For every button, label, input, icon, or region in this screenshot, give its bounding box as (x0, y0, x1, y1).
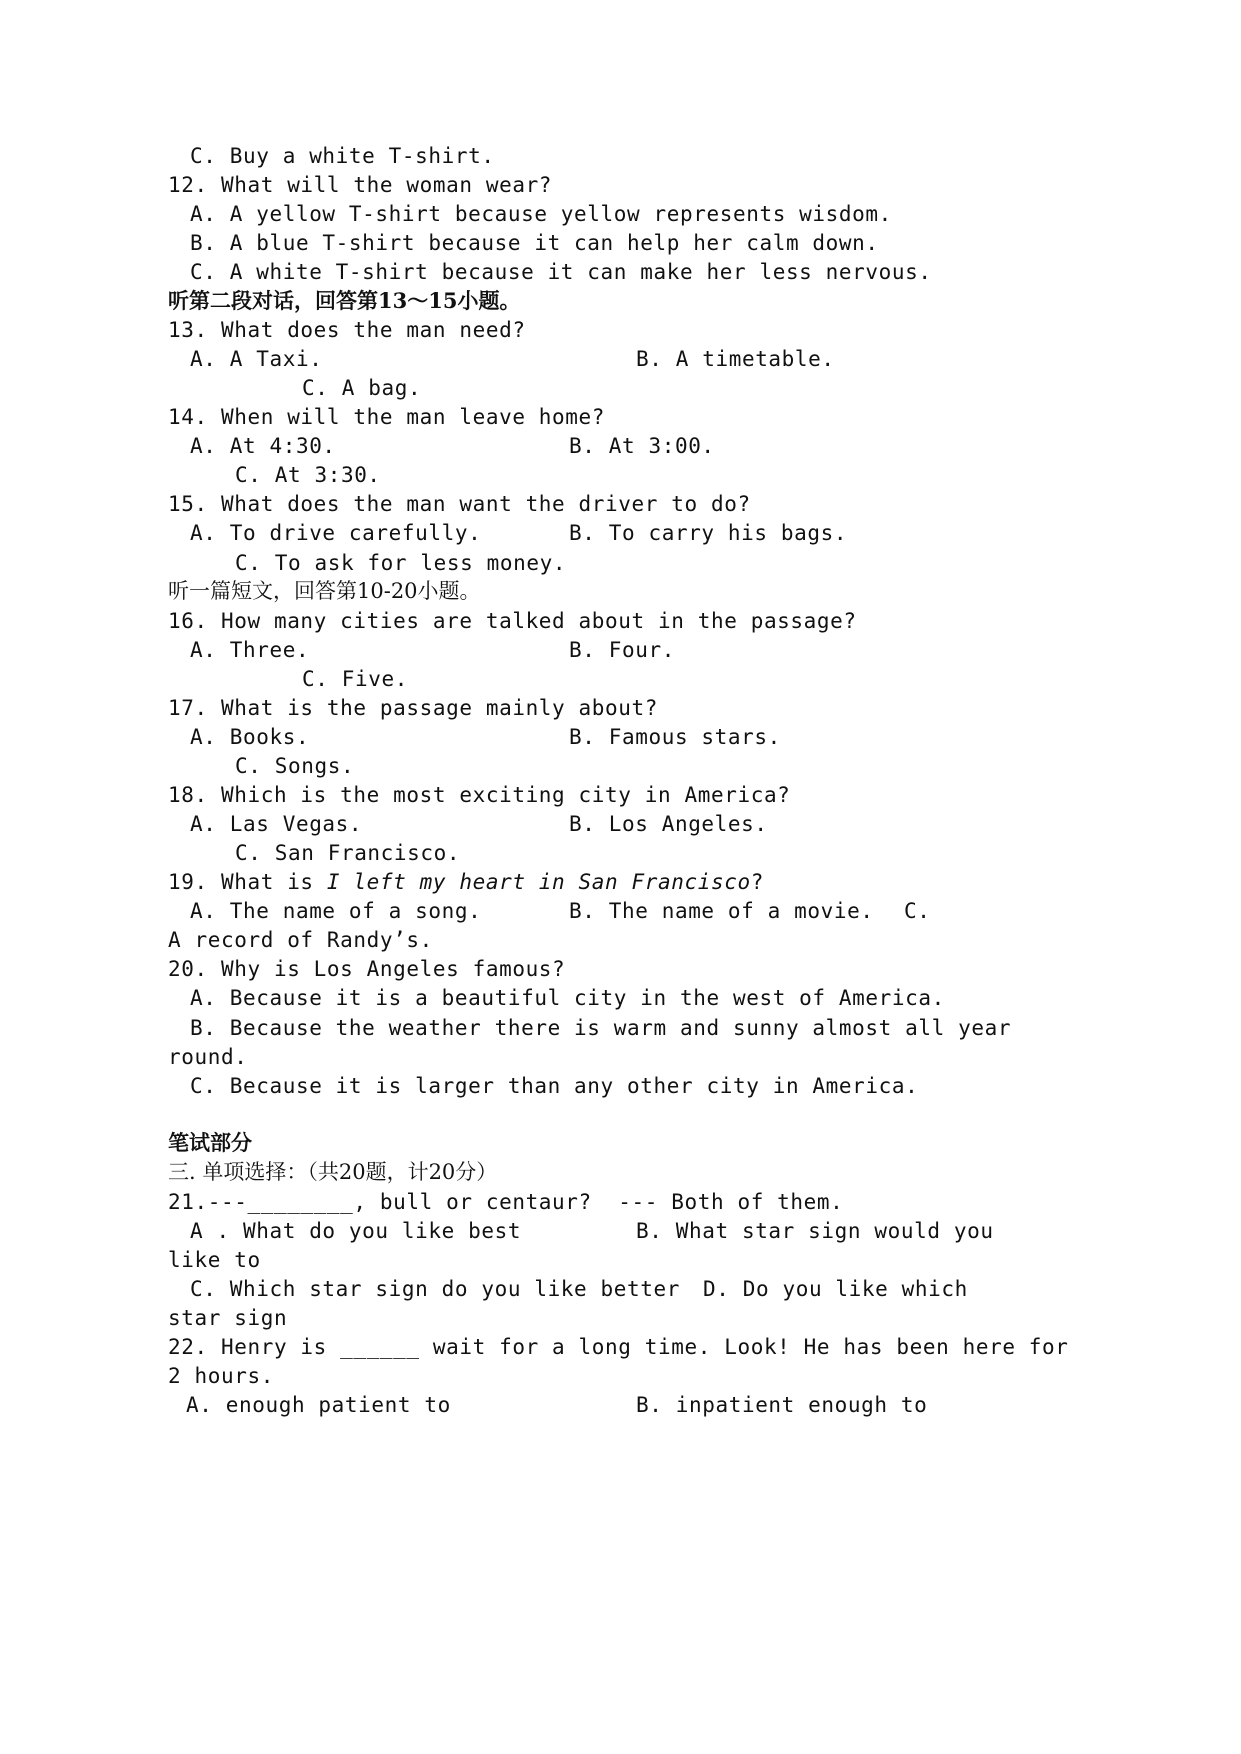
q19-option-b: B. The name of a movie. (569, 899, 874, 923)
q20-question: 20. Why is Los Angeles famous? (168, 957, 566, 981)
q21-option-d-line2: star sign (168, 1306, 288, 1330)
q21-question: 21.---________, bull or centaur? --- Both of them. (168, 1190, 844, 1214)
q16-option-a: A. Three. (190, 638, 310, 662)
q19-option-c-label: C. (904, 899, 931, 923)
q18-option-b: B. Los Angeles. (569, 812, 768, 836)
q16-question: 16. How many cities are talked about in the passage? (168, 609, 857, 633)
q14-option-b: B. At 3:00. (569, 434, 715, 458)
q19-question (168, 869, 764, 895)
q19-song-title: I left my heart in San Francisco (326, 870, 751, 894)
section-heading-dialog2: 听第二段对话，回答第13～15小题。 (168, 288, 521, 313)
q22-option-b: B. inpatient enough to (636, 1393, 928, 1417)
section-three-heading: 三. 单项选择：（共20题，计20分） (168, 1160, 498, 1184)
section-heading-passage: 听一篇短文，回答第10-20小题。 (168, 579, 481, 603)
q20-option-b-line2: round. (168, 1045, 248, 1069)
q12-option-b: B. A blue T-shirt because it can help her calm down. (190, 231, 879, 255)
written-part-title: 笔试部分 (168, 1130, 252, 1155)
q15-question: 15. What does the man want the driver to do? (168, 492, 751, 516)
q19-option-c-text: A record of Randy’s. (168, 928, 433, 952)
q18-question: 18. Which is the most exciting city in America? (168, 783, 791, 807)
q20-option-b-line1: B. Because the weather there is warm and sunny almost all year (190, 1016, 1012, 1040)
q14-question: 14. When will the man leave home? (168, 405, 606, 429)
q13-option-c: C. A bag. (302, 376, 422, 400)
q13-question: 13. What does the man need? (168, 318, 526, 342)
q21-option-c: C. Which star sign do you like better (190, 1277, 680, 1301)
q20-option-a: A. Because it is a beautiful city in the west of America. (190, 986, 945, 1010)
q13-option-b: B. A timetable. (636, 347, 835, 371)
q19-option-a: A. The name of a song. (190, 899, 482, 923)
q16-option-b: B. Four. (569, 638, 675, 662)
q17-question: 17. What is the passage mainly about? (168, 696, 658, 720)
q12-option-c: C. A white T-shirt because it can make her less nervous. (190, 260, 932, 284)
q18-option-c: C. San Francisco. (235, 841, 461, 865)
q14-option-a: A. At 4:30. (190, 434, 336, 458)
q21-option-b-line1: B. What star sign would you (636, 1219, 994, 1243)
q21-option-a: A . What do you like best (190, 1219, 522, 1243)
q15-option-b: B. To carry his bags. (569, 521, 848, 545)
q14-option-c: C. At 3:30. (235, 463, 381, 487)
q18-option-a: A. Las Vegas. (190, 812, 363, 836)
q22-question-line2: 2 hours. (168, 1364, 274, 1388)
q15-option-a: A. To drive carefully. (190, 521, 482, 545)
q16-option-c: C. Five. (302, 667, 408, 691)
q11-option-c: C. Buy a white T-shirt. (190, 144, 495, 168)
q17-option-c: C. Songs. (235, 754, 355, 778)
q19-question-suffix: ? (750, 870, 764, 894)
q12-option-a: A. A yellow T-shirt because yellow represents wisdom. (190, 202, 892, 226)
q19-question-prefix: 19. What is (168, 870, 327, 894)
q17-option-b: B. Famous stars. (569, 725, 781, 749)
q21-option-d-line1: D. Do you like which (703, 1277, 968, 1301)
q21-option-b-line2: like to (168, 1248, 261, 1272)
q22-option-a: A. enough patient to (186, 1393, 451, 1417)
q20-option-c: C. Because it is larger than any other city in America. (190, 1074, 919, 1098)
q22-question-line1: 22. Henry is ______ wait for a long time. Look! He has been here for (168, 1335, 1069, 1359)
q15-option-c: C. To ask for less money. (235, 551, 567, 575)
q13-option-a: A. A Taxi. (190, 347, 323, 371)
q17-option-a: A. Books. (190, 725, 310, 749)
q12-question: 12. What will the woman wear? (168, 173, 553, 197)
